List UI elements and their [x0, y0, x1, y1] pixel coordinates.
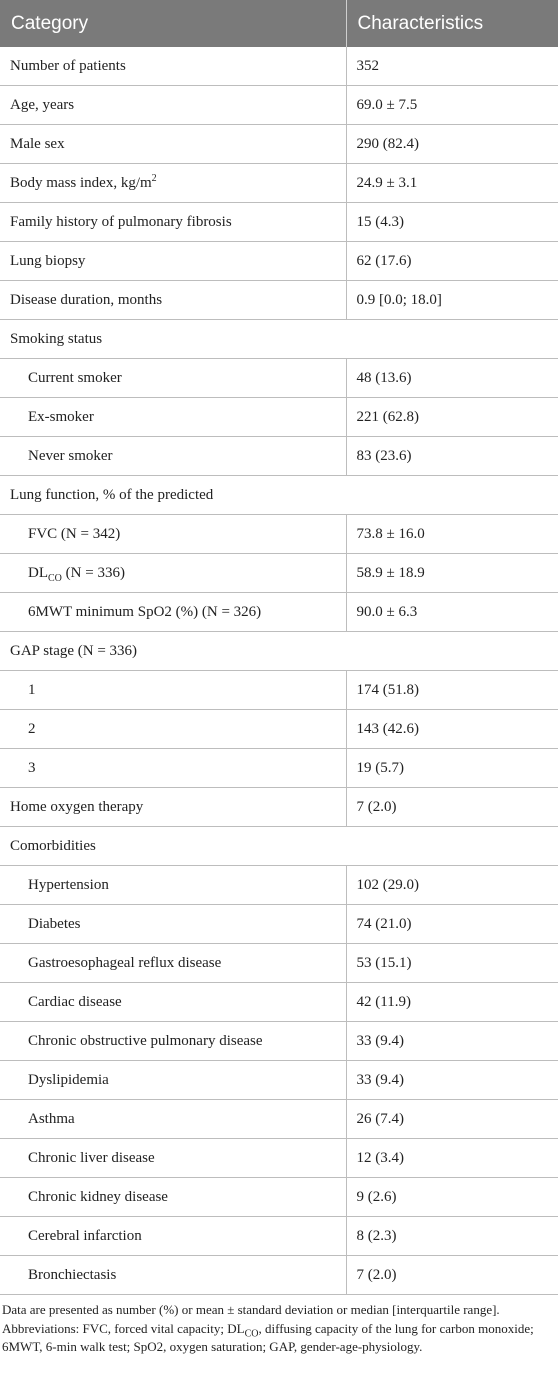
table-footnotes: [0, 1295, 558, 1357]
table-row: [0, 125, 558, 164]
row-label: Never smoker: [0, 437, 346, 476]
table-row: [0, 398, 558, 437]
label-text-suffix: (N = 336): [61, 565, 125, 581]
row-value: 58.9 ± 18.9: [346, 554, 558, 593]
table-row: [0, 671, 558, 710]
row-label: Lung biopsy: [0, 242, 346, 281]
row-label: Chronic obstructive pulmonary disease: [0, 1022, 346, 1061]
row-value: 33 (9.4): [346, 1061, 558, 1100]
row-value: 7 (2.0): [346, 788, 558, 827]
table-row: [0, 554, 558, 593]
row-value: 19 (5.7): [346, 749, 558, 788]
table-row: [0, 749, 558, 788]
table-row: [0, 1256, 558, 1295]
row-value: 24.9 ± 3.1: [346, 164, 558, 203]
row-label: Diabetes: [0, 905, 346, 944]
row-value: 73.8 ± 16.0: [346, 515, 558, 554]
table-row: [0, 983, 558, 1022]
abbreviations-text: Abbreviations: FVC, forced vital capacity; DL: [2, 1320, 245, 1336]
label-text: DL: [28, 565, 48, 581]
table-row: [0, 593, 558, 632]
row-label: Cardiac disease: [0, 983, 346, 1022]
label-superscript: 2: [151, 173, 157, 184]
row-label: [0, 164, 346, 203]
row-label: Hypertension: [0, 866, 346, 905]
table-row: [0, 1061, 558, 1100]
table-row: [0, 242, 558, 281]
row-label: FVC (N = 342): [0, 515, 346, 554]
table-row: [0, 944, 558, 983]
table-row: [0, 203, 558, 242]
row-value: 33 (9.4): [346, 1022, 558, 1061]
row-value: 74 (21.0): [346, 905, 558, 944]
row-label: Dyslipidemia: [0, 1061, 346, 1100]
row-value: 352: [346, 47, 558, 86]
row-label: Ex-smoker: [0, 398, 346, 437]
table-row: [0, 1139, 558, 1178]
row-value: 8 (2.3): [346, 1217, 558, 1256]
row-label: Cerebral infarction: [0, 1217, 346, 1256]
group-row: [0, 827, 558, 866]
table-row: [0, 359, 558, 398]
group-label: GAP stage (N = 336): [0, 632, 558, 671]
abbreviations-subscript: CO: [244, 1328, 259, 1340]
row-label: 2: [0, 710, 346, 749]
footnote-data-presentation: Data are presented as number (%) or mean ± standard deviation or median [interquartile range].: [2, 1302, 500, 1317]
footnote-abbreviations: [2, 1320, 558, 1357]
table-row: [0, 905, 558, 944]
table-row: [0, 515, 558, 554]
row-label: Disease duration, months: [0, 281, 346, 320]
row-value: 221 (62.8): [346, 398, 558, 437]
row-label: Gastroesophageal reflux disease: [0, 944, 346, 983]
table-row: [0, 1100, 558, 1139]
row-value: 0.9 [0.0; 18.0]: [346, 281, 558, 320]
row-value: 12 (3.4): [346, 1139, 558, 1178]
row-value: 7 (2.0): [346, 1256, 558, 1295]
label-subscript: CO: [48, 573, 62, 584]
table-header-row: [0, 0, 558, 47]
group-row: [0, 632, 558, 671]
table-row: [0, 866, 558, 905]
row-label: Bronchiectasis: [0, 1256, 346, 1295]
table-row: [0, 86, 558, 125]
row-label: 1: [0, 671, 346, 710]
abbreviations-text-suffix: , diffusing capacity of the lung for carbon monoxide; 6MWT, 6-min walk test; SpO2, oxygen saturation; GAP, gender-age-physiology.: [2, 1320, 534, 1354]
row-value: 26 (7.4): [346, 1100, 558, 1139]
table-row: [0, 1217, 558, 1256]
row-value: 9 (2.6): [346, 1178, 558, 1217]
row-label: Family history of pulmonary fibrosis: [0, 203, 346, 242]
table-row: [0, 1178, 558, 1217]
row-value: 53 (15.1): [346, 944, 558, 983]
row-label: Age, years: [0, 86, 346, 125]
row-label: Asthma: [0, 1100, 346, 1139]
row-label: Chronic kidney disease: [0, 1178, 346, 1217]
group-row: [0, 320, 558, 359]
table-row: [0, 281, 558, 320]
row-label: Number of patients: [0, 47, 346, 86]
group-row: [0, 476, 558, 515]
row-value: 102 (29.0): [346, 866, 558, 905]
header-characteristics: Characteristics: [346, 0, 558, 47]
row-value: 90.0 ± 6.3: [346, 593, 558, 632]
table-row: [0, 710, 558, 749]
row-label: 3: [0, 749, 346, 788]
row-value: 48 (13.6): [346, 359, 558, 398]
row-value: 174 (51.8): [346, 671, 558, 710]
row-value: 62 (17.6): [346, 242, 558, 281]
row-value: 143 (42.6): [346, 710, 558, 749]
row-label: 6MWT minimum SpO2 (%) (N = 326): [0, 593, 346, 632]
group-label: Comorbidities: [0, 827, 558, 866]
row-label: Male sex: [0, 125, 346, 164]
group-label: Smoking status: [0, 320, 558, 359]
row-label: Current smoker: [0, 359, 346, 398]
row-value: 83 (23.6): [346, 437, 558, 476]
table-row: [0, 164, 558, 203]
row-value: 69.0 ± 7.5: [346, 86, 558, 125]
table-row: [0, 1022, 558, 1061]
table-row: [0, 437, 558, 476]
table-row: [0, 47, 558, 86]
row-value: 15 (4.3): [346, 203, 558, 242]
row-label: [0, 554, 346, 593]
row-label: Chronic liver disease: [0, 1139, 346, 1178]
group-label: Lung function, % of the predicted: [0, 476, 558, 515]
row-value: 42 (11.9): [346, 983, 558, 1022]
label-text: Body mass index, kg/m: [10, 175, 152, 191]
row-label: Home oxygen therapy: [0, 788, 346, 827]
row-value: 290 (82.4): [346, 125, 558, 164]
header-category: Category: [0, 0, 346, 47]
table-row: [0, 788, 558, 827]
